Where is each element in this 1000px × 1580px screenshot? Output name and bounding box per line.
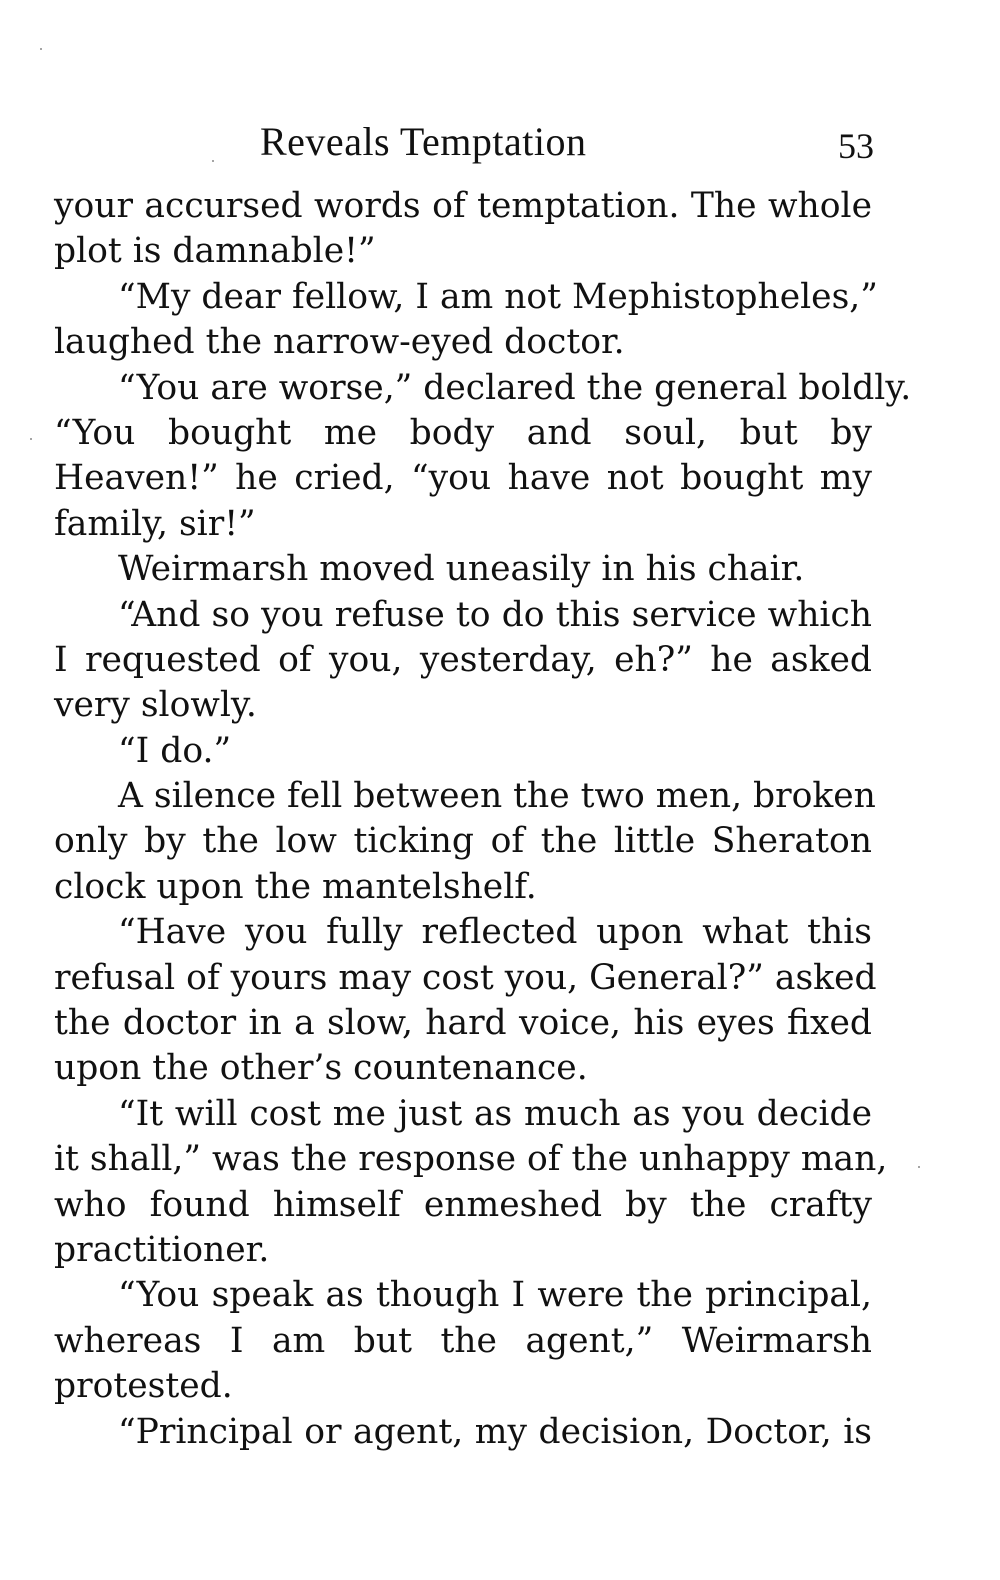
text-line: Heaven!” he cried, “you have not bought my [54,458,872,499]
text-line: I requested of you, yesterday, eh?” he asked [54,639,872,680]
text-line: it shall,” was the response of the unhappy man, [54,1139,888,1180]
text-line: “And so you refuse to do this service which [118,594,872,635]
text-line: your accursed words of temptation. The whole [54,186,872,226]
text-line: plot is damnable!” [54,231,376,272]
text-line: the doctor in a slow, hard voice, his eyes fixed [54,1003,872,1044]
text-line: “It will cost me just as much as you decide [118,1093,872,1134]
text-line: family, sir!” [54,503,256,544]
print-speck [918,1166,920,1168]
text-line: only by the low ticking of the little Sheraton [54,821,872,862]
text-line: laughed the narrow-eyed doctor. [54,322,625,363]
text-line: whereas I am but the agent,” Weirmarsh [54,1320,872,1361]
text-line: “I do.” [118,730,232,771]
running-head [54,116,874,168]
text-line: clock upon the mantelshelf. [54,866,537,907]
text-line: protested. [54,1366,233,1407]
text-line: very slowly. [54,685,257,726]
text-line: refusal of yours may cost you, General?” asked [54,957,877,998]
text-line: Weirmarsh moved uneasily in his chair. [118,549,805,590]
print-speck [40,48,42,50]
text-line: “You speak as though I were the principal, [118,1275,872,1316]
text-line: “My dear fellow, I am not Mephistopheles,” [118,276,878,317]
text-line: “Principal or agent, my decision, Doctor, is [118,1411,872,1452]
text-line: who found himself enmeshed by the crafty [54,1184,872,1225]
page-number: 53 [838,126,874,166]
print-speck [212,160,214,162]
text-line: A silence fell between the two men, broken [118,776,876,817]
print-speck [30,438,32,440]
body-text [54,184,912,1455]
text-line: “You are worse,” declared the general boldly. [118,367,912,408]
text-line: “You bought me body and soul, but by [54,412,872,453]
text-line: “Have you fully reflected upon what this [118,912,872,953]
text-line: upon the other’s countenance. [54,1048,588,1089]
text-line: practitioner. [54,1229,270,1270]
running-title: Reveals Temptation [260,119,587,164]
